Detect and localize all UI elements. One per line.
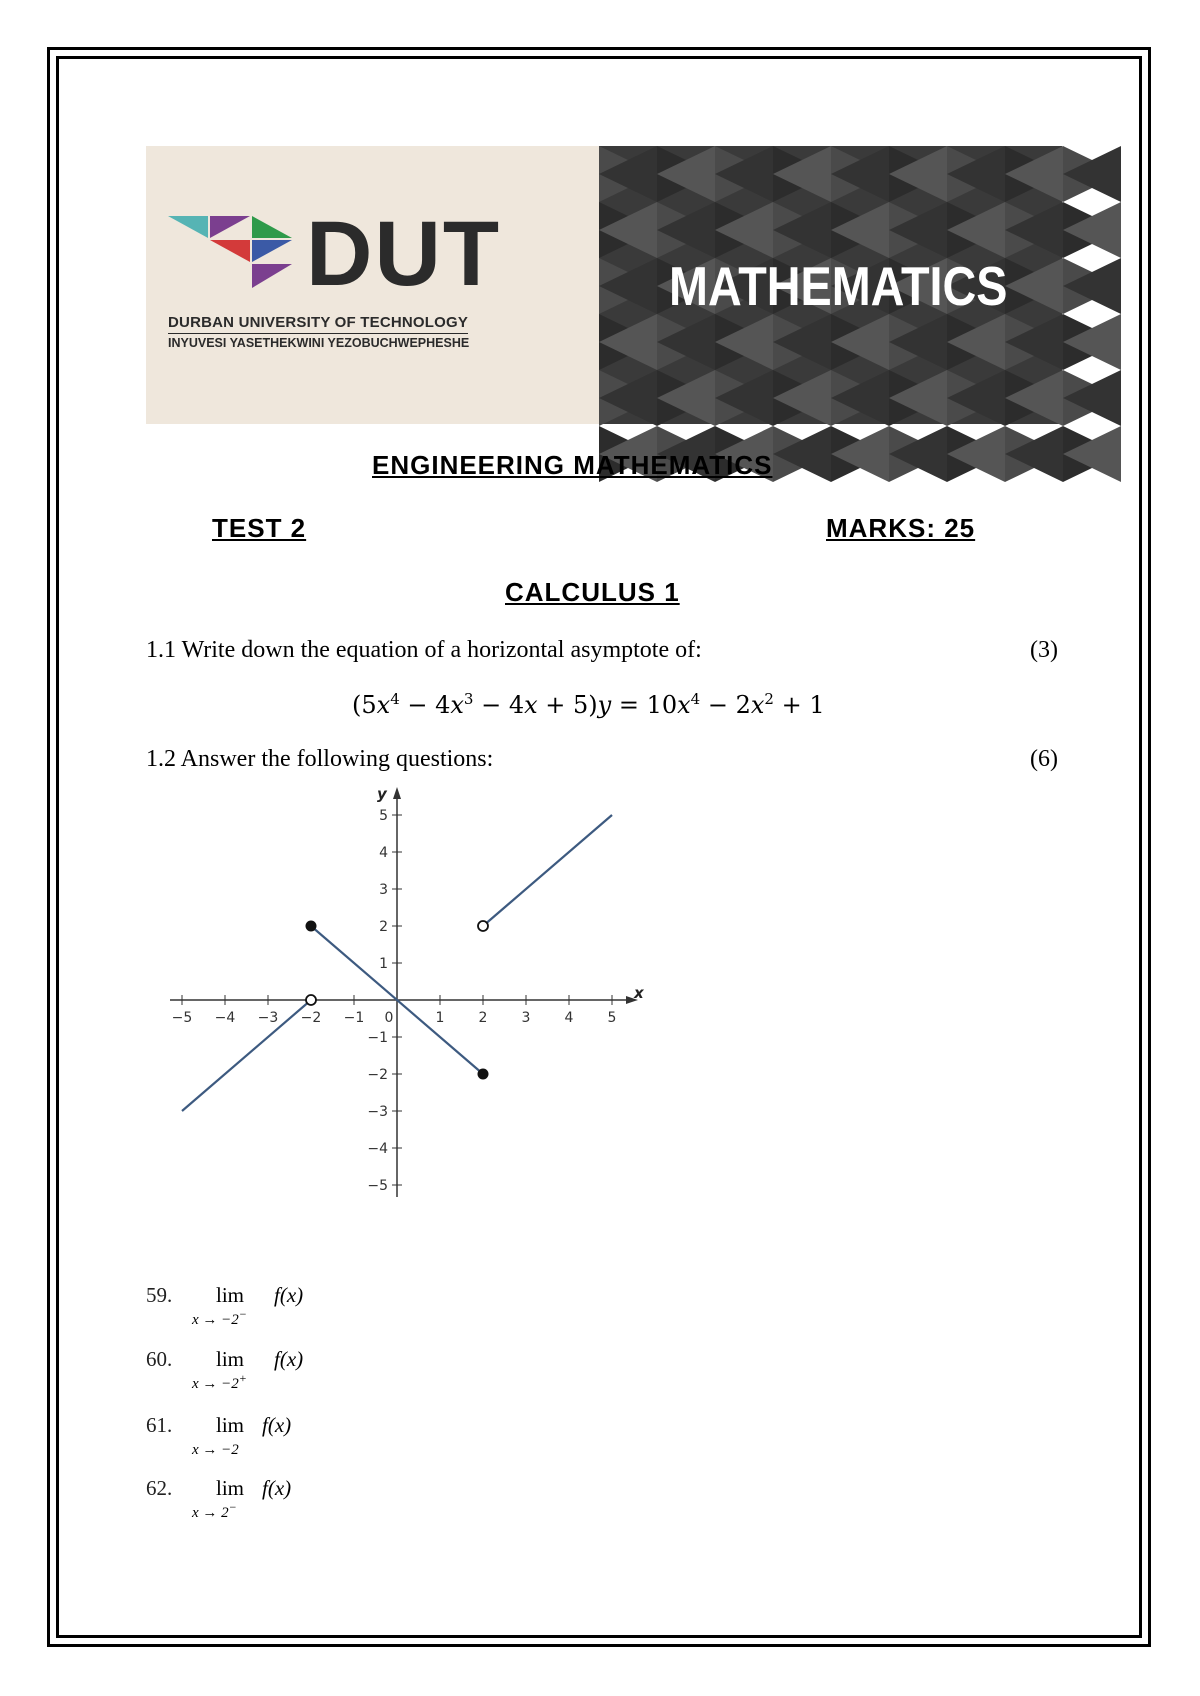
y-axis-label: y <box>377 785 387 803</box>
test-label: TEST 2 <box>212 513 307 543</box>
banner-subject-title: MATHEMATICS <box>669 255 1008 317</box>
x-tick-label: 2 <box>478 1010 488 1026</box>
x-tick-label: 4 <box>564 1010 574 1026</box>
header-banner <box>146 146 1062 424</box>
y-tick-label: −1 <box>367 1030 388 1046</box>
question-1-2: 1.2 Answer the following questions: <box>146 746 494 772</box>
x-tick-label: −3 <box>257 1010 279 1026</box>
y-tick-label: 3 <box>379 882 388 898</box>
open-point <box>478 921 488 931</box>
question-1-1: 1.1 Write down the equation of a horizontal asymptote of: <box>146 637 702 663</box>
marks-label: MARKS: 25 <box>826 513 976 543</box>
x-tick-label: 1 <box>435 1010 445 1026</box>
topic-title: CALCULUS 1 <box>505 577 680 607</box>
brand-line-english: DURBAN UNIVERSITY OF TECHNOLOGY <box>168 314 468 334</box>
dut-logo-icon <box>168 216 298 296</box>
brand-name: DUT <box>306 203 502 305</box>
open-point <box>306 995 316 1005</box>
x-tick-label: −5 <box>171 1010 193 1026</box>
piecewise-function-graph <box>155 785 695 1275</box>
function-segment <box>483 815 612 926</box>
banner-brand-panel <box>146 146 599 424</box>
closed-point <box>478 1069 489 1080</box>
x-tick-label: 3 <box>521 1010 531 1026</box>
y-tick-label: 2 <box>379 919 388 935</box>
x-tick-label: −1 <box>343 1010 365 1026</box>
function-segment <box>182 1000 311 1111</box>
question-1-1-marks: (3) <box>1030 637 1058 663</box>
brand-line-zulu: INYUVESI YASETHEKWINI YEZOBUCHWEPHESHE <box>168 336 470 350</box>
x-tick-label: 0 <box>384 1010 394 1026</box>
x-tick-label: 5 <box>607 1010 617 1026</box>
y-tick-label: −5 <box>367 1178 388 1194</box>
y-tick-label: −3 <box>367 1104 388 1120</box>
y-tick-label: 1 <box>379 956 388 972</box>
closed-point <box>306 921 317 932</box>
y-tick-label: 5 <box>379 808 388 824</box>
x-axis-label: x <box>634 984 644 1002</box>
y-tick-label: −4 <box>367 1141 388 1157</box>
x-tick-label: −2 <box>300 1010 322 1026</box>
y-tick-label: −2 <box>367 1067 388 1083</box>
asymptote-equation: $(5x^4 - 4x^3 - 4x + 5)y = 10x^4 - 2x^2 + 1$ <box>352 690 825 719</box>
banner-subject-panel <box>599 146 1062 424</box>
question-1-2-marks: (6) <box>1030 746 1058 772</box>
y-tick-label: 4 <box>379 845 388 861</box>
x-tick-label: −4 <box>214 1010 236 1026</box>
course-title: ENGINEERING MATHEMATICS <box>372 450 773 480</box>
